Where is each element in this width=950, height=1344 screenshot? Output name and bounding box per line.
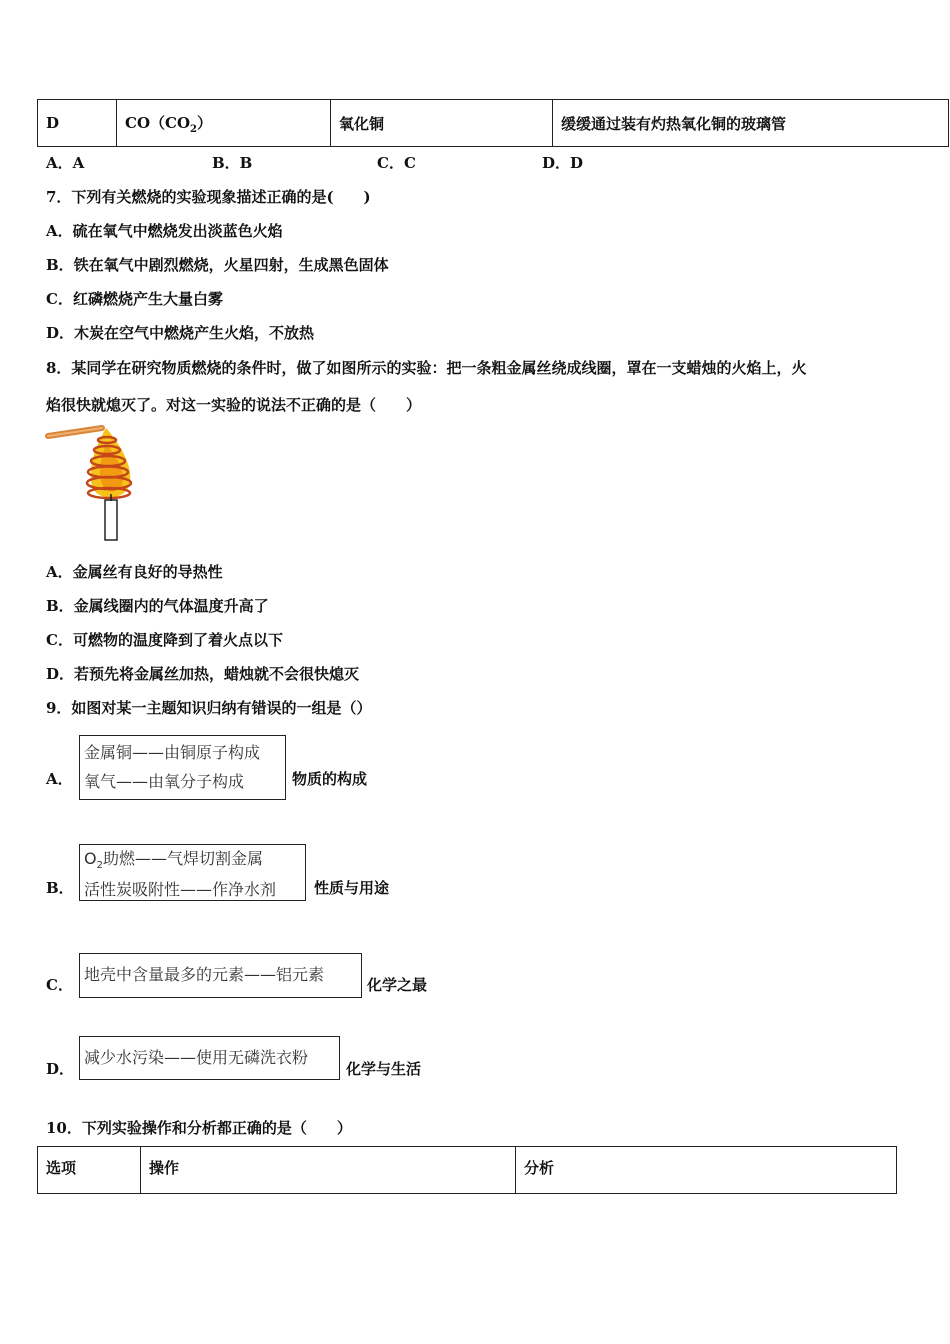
co2-subscript: 2 — [190, 123, 197, 135]
table-cell-reagent: 氧化铜 — [331, 100, 553, 147]
q10-stem: 10．下列实验操作和分析都正确的是（ ） — [46, 1119, 352, 1137]
q9-option-a-box — [79, 735, 286, 800]
q9-option-b-letter: B． — [46, 879, 74, 897]
q7-option-d: D．木炭在空气中燃烧产生火焰，不放热 — [46, 324, 315, 342]
q8-option-d: D．若预先将金属丝加热，蜡烛就不会很快熄灭 — [46, 665, 360, 683]
q6-option-c: C．C — [377, 154, 416, 172]
q7-option-c: C．红磷燃烧产生大量白雾 — [46, 290, 223, 308]
q8-option-c: C．可燃物的温度降到了着火点以下 — [46, 631, 283, 649]
q9-option-a-line2: 氧气——由氧分子构成 — [84, 772, 245, 791]
header-option: 选项 — [38, 1147, 141, 1194]
q9-option-a-line1: 金属铜——由铜原子构成 — [84, 743, 261, 762]
q9-option-b-box — [79, 844, 306, 901]
co-label: CO（CO — [125, 113, 191, 132]
q9-option-d-tag: 化学与生活 — [346, 1060, 422, 1078]
q9-option-d-letter: D． — [46, 1060, 75, 1078]
table-cell-method: 缓缓通过装有灼热氧化铜的玻璃管 — [553, 100, 949, 147]
header-analysis: 分析 — [516, 1147, 897, 1194]
q7-option-a: A．硫在氧气中燃烧发出淡蓝色火焰 — [46, 222, 283, 240]
q9-stem: 9．如图对某一主题知识归纳有错误的一组是（） — [46, 699, 372, 717]
q9-option-a-letter: A． — [46, 770, 73, 788]
q9-option-c-box — [79, 953, 362, 998]
q9-option-b-line2: 活性炭吸附性——作净水剂 — [84, 880, 277, 900]
q9-option-b-line1 — [84, 847, 301, 878]
o2-label: O — [84, 849, 97, 868]
q9-option-c-line1: 地壳中含量最多的元素——铝元素 — [84, 965, 325, 984]
q9-option-b-tag: 性质与用途 — [314, 879, 390, 897]
co-close: ） — [196, 113, 212, 132]
o2-subscript: 2 — [96, 860, 103, 872]
o2-line-rest: 助燃——气焊切割金属 — [102, 849, 263, 868]
q8-stem-line1: 8．某同学在研究物质燃烧的条件时，做了如图所示的实验：把一条粗金属丝绕成线圈，罩在一支蜡烛的火焰上，火 — [46, 359, 807, 377]
q6-option-b: B．B — [212, 154, 253, 172]
top-table — [37, 99, 949, 147]
table-header-row — [38, 1147, 897, 1194]
q7-stem: 7．下列有关燃烧的实验现象描述正确的是( ) — [46, 188, 371, 206]
table-row — [38, 100, 949, 147]
table-cell-substance — [117, 100, 331, 147]
q9-option-a-tag: 物质的构成 — [292, 770, 368, 788]
candle-coil-figure — [44, 424, 144, 544]
q8-option-a: A．金属丝有良好的导热性 — [46, 563, 223, 581]
q9-option-d-box — [79, 1036, 340, 1080]
q8-stem-line2: 焰很快就熄灭了。对这一实验的说法不正确的是（ ） — [46, 396, 422, 414]
header-operation: 操作 — [141, 1147, 516, 1194]
q9-option-d-line1: 减少水污染——使用无磷洗衣粉 — [84, 1048, 309, 1067]
q6-option-d: D．D — [542, 154, 584, 172]
q9-option-c-letter: C． — [46, 976, 73, 994]
q10-table — [37, 1146, 897, 1194]
table-cell-option: D — [38, 100, 117, 147]
q6-option-a: A．A — [46, 154, 85, 172]
q8-option-b: B．金属线圈内的气体温度升高了 — [46, 597, 269, 615]
q7-option-b: B．铁在氧气中剧烈燃烧，火星四射，生成黑色固体 — [46, 256, 389, 274]
q9-option-c-tag: 化学之最 — [367, 976, 428, 994]
candle — [105, 500, 117, 540]
